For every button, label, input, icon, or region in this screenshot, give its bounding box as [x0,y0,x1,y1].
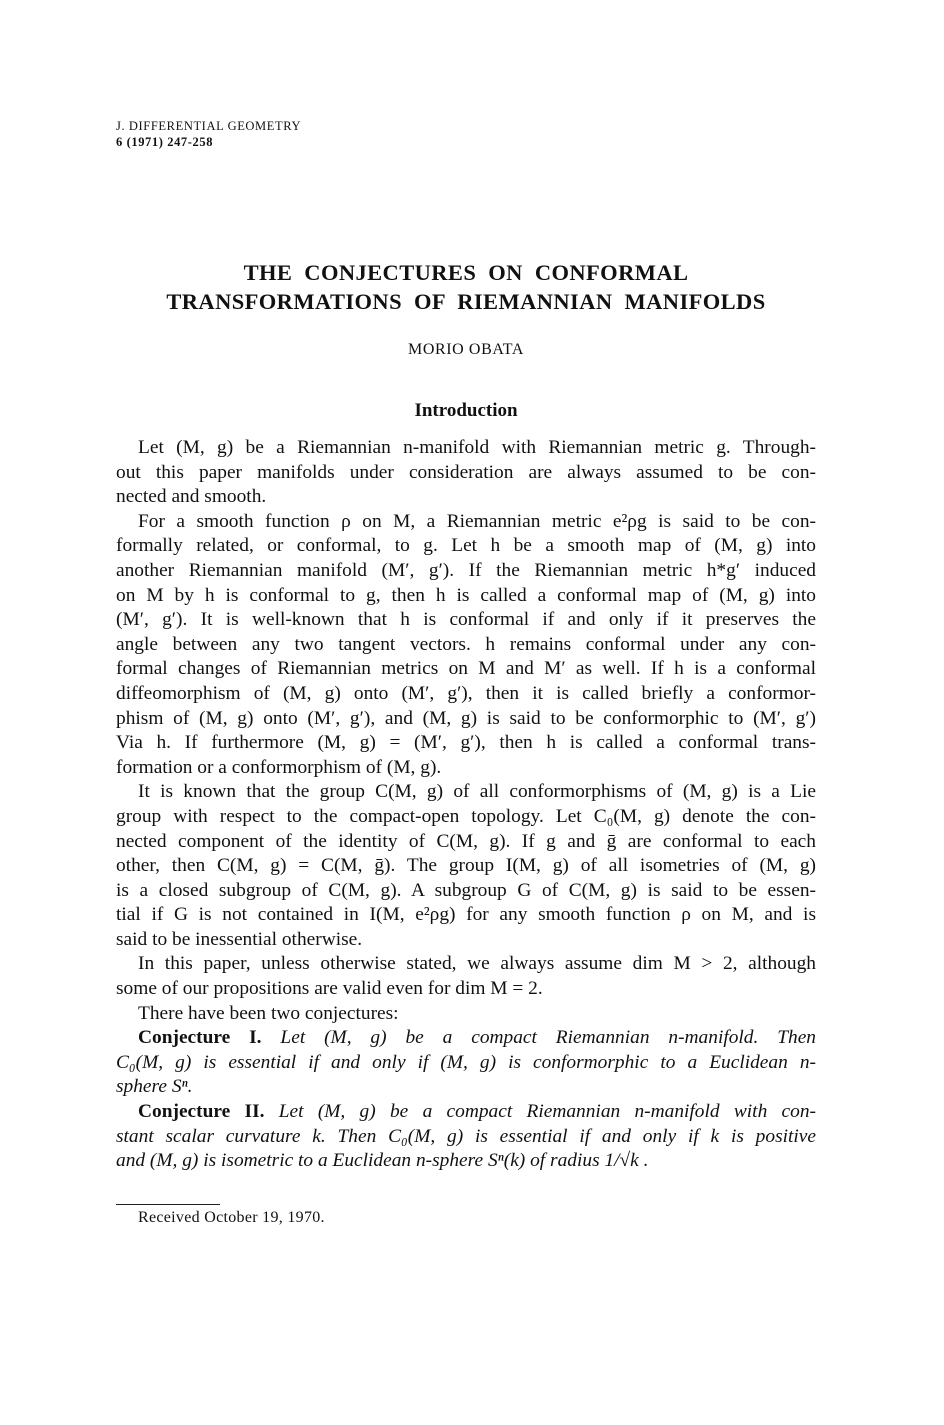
paper-title [116,258,816,316]
text-line: There have been two conjectures: [138,1002,399,1024]
footnote-divider [116,1204,220,1205]
footnote: Received October 19, 1970. [138,1209,325,1226]
text-line: angle between any two tangent vectors. h remains conformal under any con- [116,633,816,655]
text-line: out this paper manifolds under consideration are always assumed to be con- [116,461,816,483]
text-line: In this paper, unless otherwise stated, we always assume dim M > 2, although [138,953,816,975]
volume-pages: 6 (1971) 247-258 [116,135,214,149]
text-line: said to be inessential otherwise. [116,928,363,950]
conjecture-label: Conjecture I. [138,1027,262,1049]
text-line: nected component of the identity of C(M, g). If g and ḡ are conformal to each [116,830,816,852]
section-heading: Introduction [414,400,518,421]
text-line: tial if G is not contained in I(M, e²ρg) for any smooth function ρ on M, and is [116,904,816,926]
title-line-2: TRANSFORMATIONS OF RIEMANNIAN MANIFOLDS [166,289,766,314]
text-line: another Riemannian manifold (M′, g′). If the Riemannian metric h*g′ induced [116,559,816,581]
conjecture-1-line [116,1026,816,1051]
text-line: (M′, g′). It is well-known that h is conformal if and only if it preserves the [116,609,816,631]
journal-header [116,118,301,150]
conjecture-1-line: sphere Sⁿ. [116,1076,193,1098]
conjecture-1-line: C₀(M, g) is essential if and only if (M, g) is conformorphic to a Euclidean n- [116,1051,816,1073]
body-text [116,436,816,1174]
text-line: Via h. If furthermore (M, g) = (M′, g′), then h is called a conformal trans- [116,732,816,754]
conjecture-statement: Let (M, g) be a compact Riemannian n-manifold. Then [261,1027,817,1049]
text-line: is a closed subgroup of C(M, g). A subgroup G of C(M, g) is said to be essen- [116,879,816,901]
text-line: other, then C(M, g) = C(M, ḡ). The group I(M, g) of all isometries of (M, g) [116,855,816,877]
text-line: It is known that the group C(M, g) of all conformorphisms of (M, g) is a Lie [138,781,816,803]
text-line: some of our propositions are valid even for dim M = 2. [116,978,543,1000]
conjecture-2-line [116,1100,816,1125]
author-name: MORIO OBATA [408,341,524,358]
text-line: For a smooth function ρ on M, a Riemannian metric e²ρg is said to be con- [138,510,816,532]
title-line-1: THE CONJECTURES ON CONFORMAL [243,260,689,285]
text-line: Let (M, g) be a Riemannian n-manifold with Riemannian metric g. Through- [138,437,816,458]
text-line: phism of (M, g) onto (M′, g′), and (M, g) is said to be conformorphic to (M′, g′) [116,707,816,729]
text-line: diffeomorphism of (M, g) onto (M′, g′), then it is called briefly a conformor- [116,682,816,704]
text-line: formally related, or conformal, to g. Let h be a smooth map of (M, g) into [116,535,816,557]
text-line: group with respect to the compact-open topology. Let C₀(M, g) denote the con- [116,805,816,827]
conjecture-2-line: stant scalar curvature k. Then C₀(M, g) is essential if and only if k is positive [116,1125,816,1147]
conjecture-statement: Let (M, g) be a compact Riemannian n-manifold with con- [264,1101,817,1123]
text-line: nected and smooth. [116,486,267,508]
text-line: formal changes of Riemannian metrics on M and M′ as well. If h is a conformal [116,658,816,680]
conjecture-label: Conjecture II. [138,1101,265,1123]
conjecture-2-line: and (M, g) is isometric to a Euclidean n-sphere Sⁿ(k) of radius 1/√k . [116,1150,649,1172]
text-line: formation or a conformorphism of (M, g). [116,756,442,778]
journal-name: J. DIFFERENTIAL GEOMETRY [116,119,302,133]
text-line: on M by h is conformal to g, then h is called a conformal map of (M, g) into [116,584,816,606]
